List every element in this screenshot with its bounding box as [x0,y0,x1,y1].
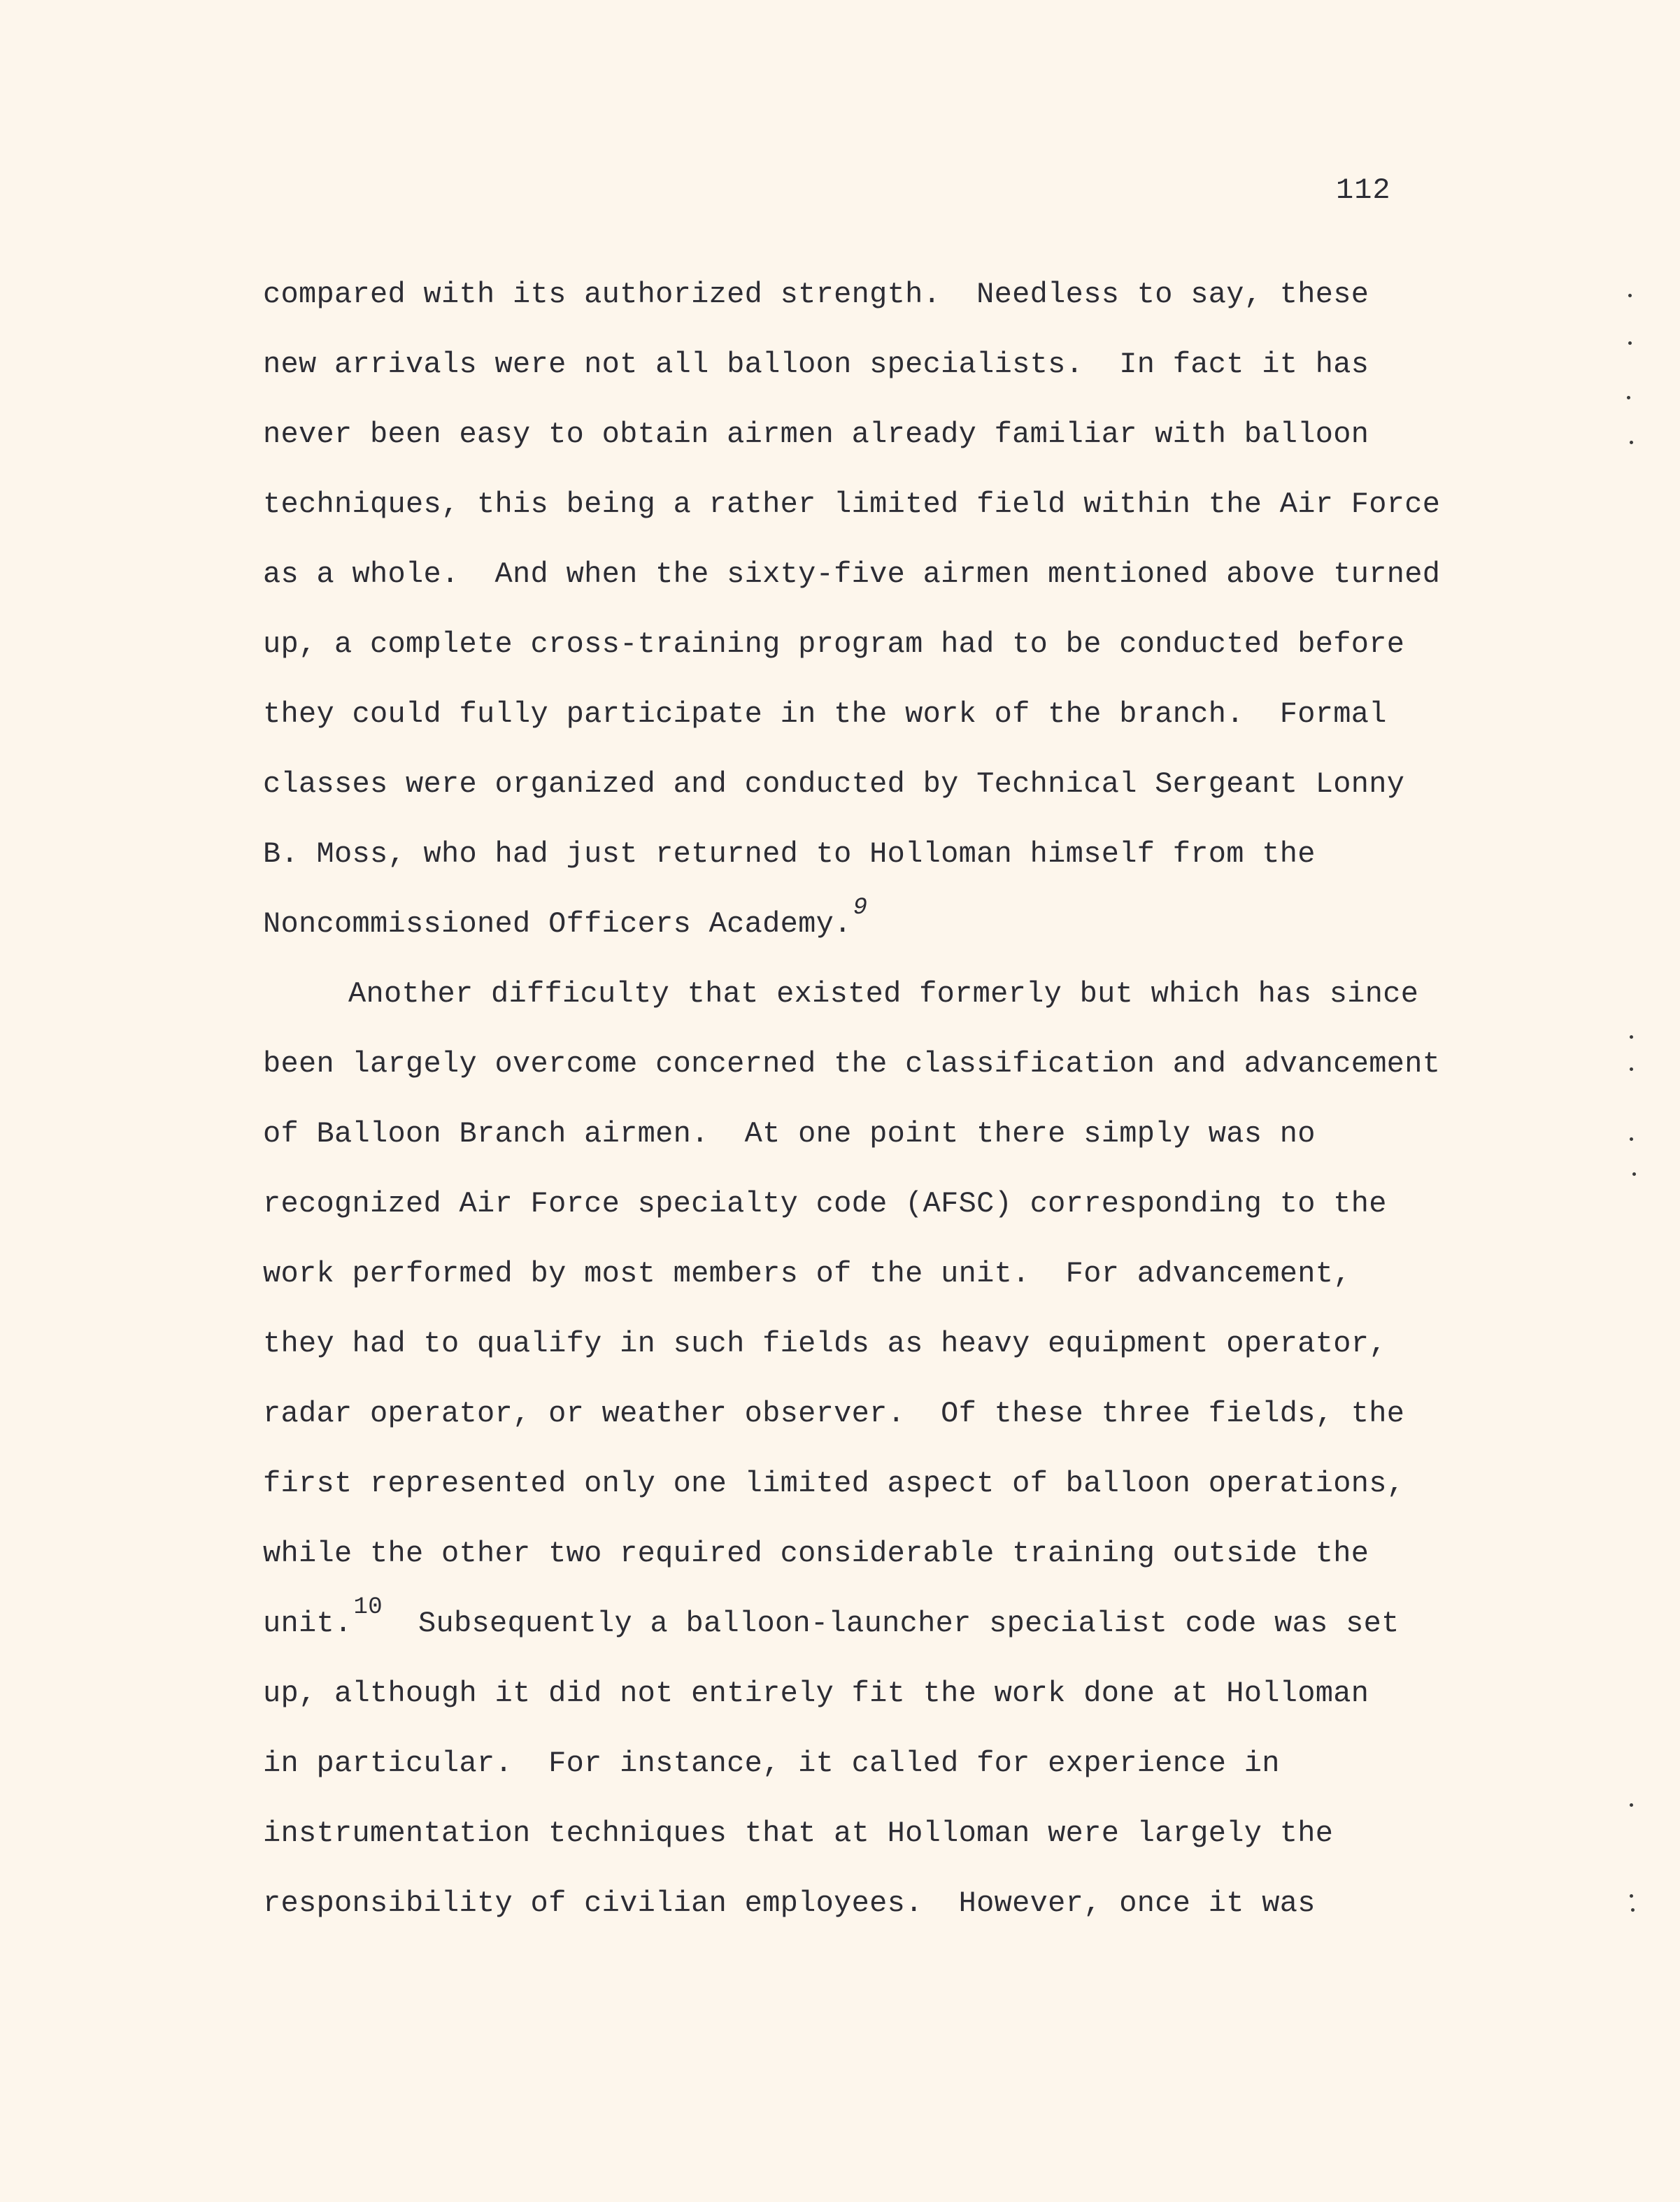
text-line: techniques, this being a rather limited field within the Air Force [263,488,1441,521]
margin-mark [1632,1172,1636,1176]
text-line: Another difficulty that existed formerly but which has since [348,977,1419,1011]
margin-mark [1630,1137,1633,1141]
text-line: compared with its authorized strength. Needless to say, these [263,278,1369,311]
text-line: up, although it did not entirely fit the work done at Holloman [263,1677,1369,1710]
text-line: radar operator, or weather observer. Of these three fields, the [263,1397,1405,1430]
margin-mark [1628,341,1632,345]
margin-mark [1630,1035,1633,1039]
body-text [263,271,1441,1950]
text-line: never been easy to obtain airmen already familiar with balloon [263,418,1369,451]
text-line: as a whole. And when the sixty-five airmen mentioned above turned [263,557,1441,591]
text-line: work performed by most members of the unit. For advancement, [263,1257,1351,1291]
text-line: in particular. For instance, it called for experience in [263,1747,1280,1780]
margin-mark [1627,396,1630,399]
footnote-marker: 9 [853,895,868,921]
text-line: unit.$^{10}$ Subsequently a balloon-launcher specialist code was set [263,1594,1400,1640]
footnote-marker: 10 [353,1594,383,1621]
margin-mark [1628,294,1632,297]
margin-mark [1630,441,1633,444]
text-line: instrumentation techniques that at Holloman were largely the [263,1817,1334,1850]
text-line: they could fully participate in the work of the branch. Formal [263,697,1387,731]
text-line: Noncommissioned Officers Academy.$^9$ [263,895,868,941]
text-line: of Balloon Branch airmen. At one point there simply was no [263,1117,1316,1151]
margin-mark [1631,1908,1635,1912]
text-line: been largely overcome concerned the classification and advancement [263,1047,1441,1081]
text-line: new arrivals were not all balloon specialists. In fact it has [263,348,1369,381]
page-number: 112 [1336,173,1391,207]
text-line: recognized Air Force specialty code (AFSC) corresponding to the [263,1187,1387,1221]
text-line: up, a complete cross-training program had to be conducted before [263,627,1405,661]
margin-mark [1630,1067,1633,1071]
text-line: responsibility of civilian employees. However, once it was [263,1887,1316,1920]
margin-mark [1630,1803,1633,1807]
text-line: B. Moss, who had just returned to Holloman himself from the [263,837,1316,871]
text-line: they had to qualify in such fields as heavy equipment operator, [263,1327,1387,1361]
text-line: first represented only one limited aspect of balloon operations, [263,1467,1405,1500]
text-line: classes were organized and conducted by Technical Sergeant Lonny [263,767,1405,801]
margin-mark [1630,1894,1633,1898]
text-line: while the other two required considerable training outside the [263,1537,1369,1570]
